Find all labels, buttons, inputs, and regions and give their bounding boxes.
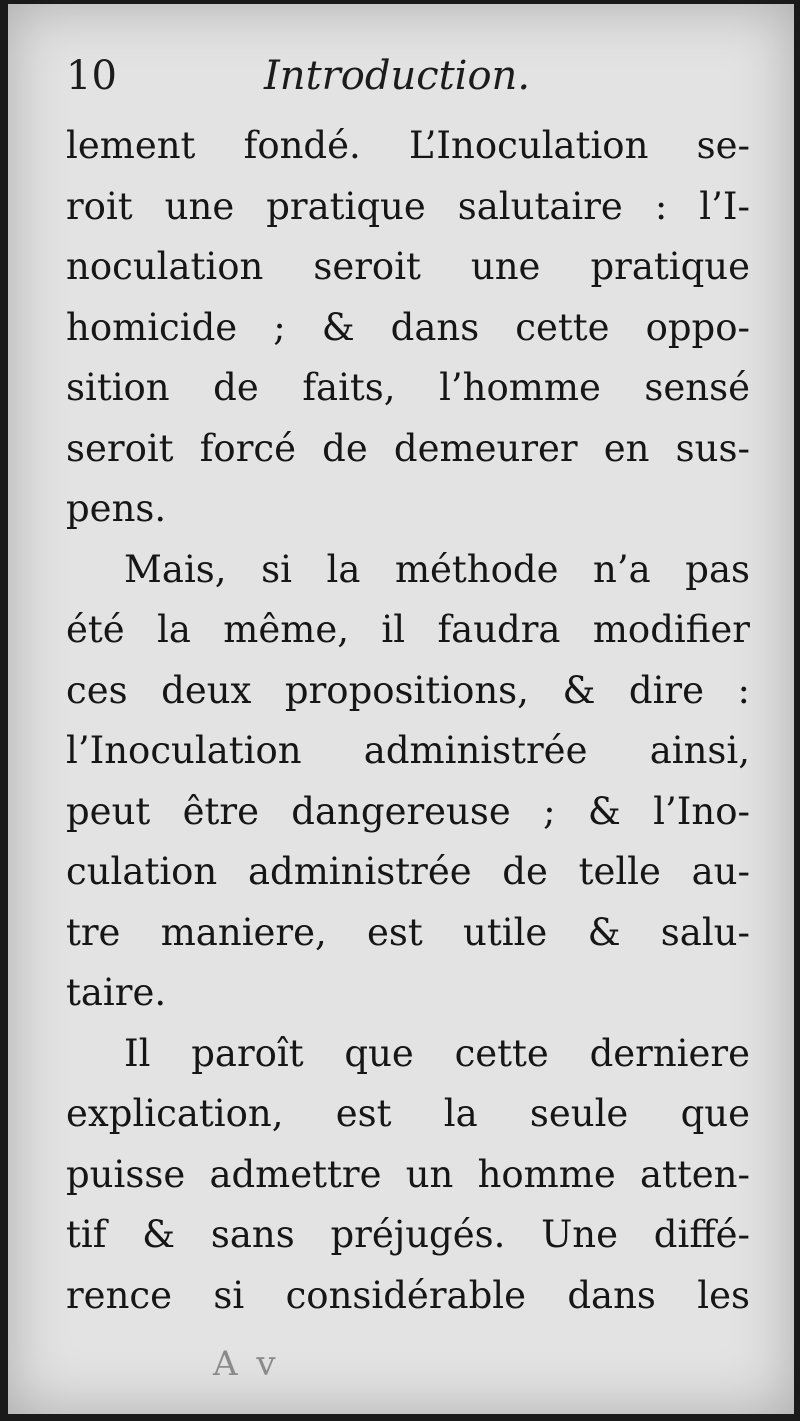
text-line: roit une pratique salutaire : l’I-	[66, 184, 750, 228]
text-line: Il paroît que cette derniere	[124, 1031, 750, 1075]
text-line: taire.	[66, 971, 167, 1014]
text-line: homicide ; & dans cette oppo-	[66, 305, 750, 349]
text-line: noculation seroit une pratique	[66, 245, 750, 288]
text-line: lement fondé. L’Inoculation se-	[66, 124, 750, 167]
text-line: seroit forcé de demeurer en sus-	[66, 426, 750, 470]
text-line: Mais, si la méthode n’a pas	[124, 547, 750, 591]
text-line: culation administrée de telle au-	[66, 850, 750, 893]
text-line: tre maniere, est utile & salu-	[66, 910, 750, 954]
text-line: été la même, il faudra modifier	[66, 608, 750, 651]
page-number: 10	[66, 53, 117, 99]
text-line: pens.	[66, 487, 167, 530]
page-body-text	[66, 116, 750, 1326]
text-line: l’Inoculation administrée ainsi,	[66, 729, 750, 772]
signature-mark: A v	[213, 1344, 280, 1384]
text-line: ces deux propositions, & dire :	[66, 668, 750, 712]
text-line: sition de faits, l’homme sensé	[66, 366, 750, 409]
book-page	[8, 4, 794, 1414]
text-line: rence si considérable dans les	[66, 1273, 750, 1317]
page-header	[66, 46, 746, 106]
text-line: puisse admettre un homme atten-	[66, 1152, 750, 1196]
text-line: peut être dangereuse ; & l’Ino-	[66, 789, 750, 833]
text-line: explication, est la seule que	[66, 1092, 750, 1135]
text-line: tif & sans préjugés. Une diffé-	[66, 1213, 750, 1256]
running-title: Introduction.	[264, 53, 531, 99]
